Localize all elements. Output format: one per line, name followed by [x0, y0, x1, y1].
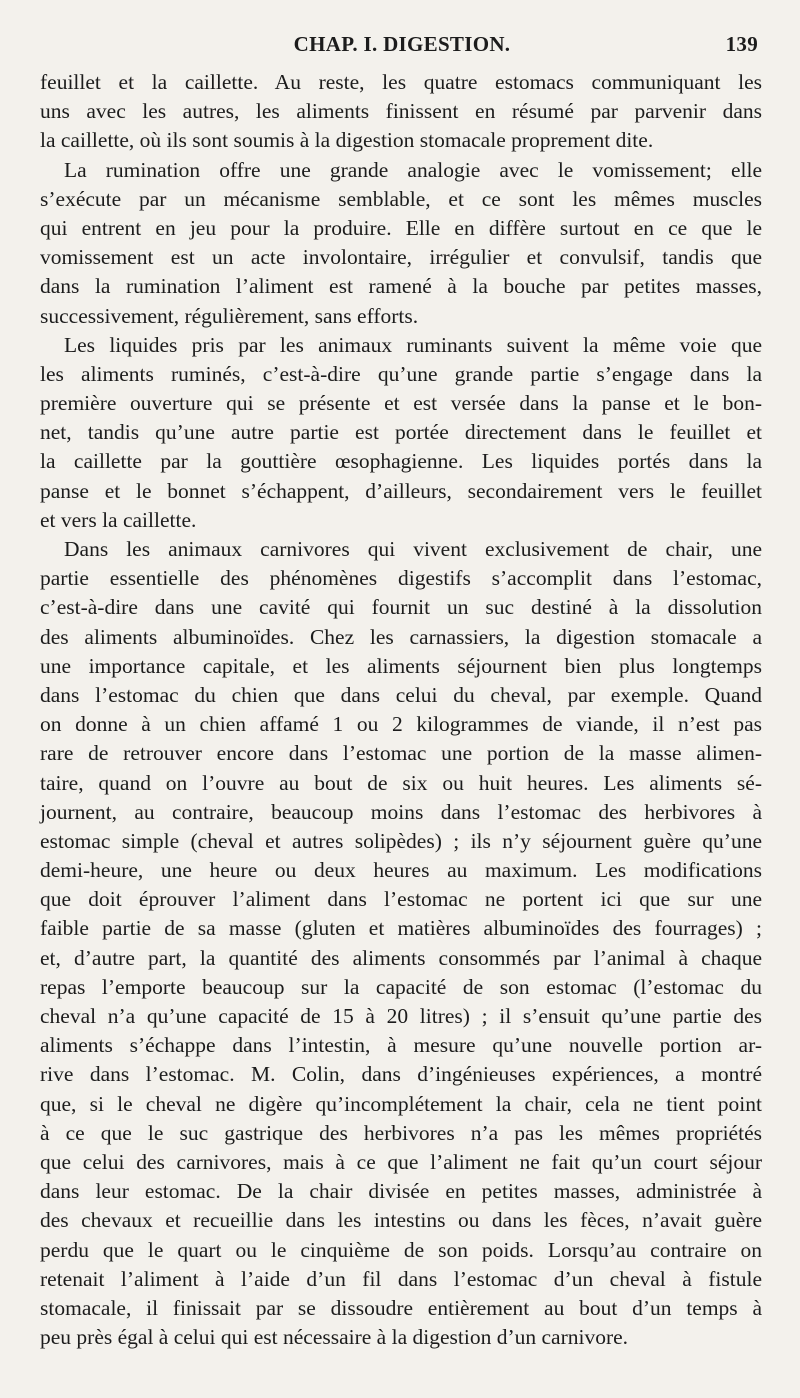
text-line: successivement, régulièrement, sans efforts. [40, 303, 419, 328]
text-line: c’est-à-dire dans une cavité qui fournit un suc destiné à la dissolution [40, 595, 762, 620]
text-line: que celui des carnivores, mais à ce que l’aliment ne fait qu’un court séjour [40, 1149, 762, 1174]
paragraph [40, 68, 762, 156]
text-line: perdu que le quart ou le cinquième de son poids. Lorsqu’au contraire on [40, 1237, 762, 1262]
page-number: 139 [725, 32, 758, 56]
text-line: cheval n’a qu’une capacité de 15 à 20 litres) ; il s’ensuit qu’une partie des [40, 1004, 762, 1028]
text-line: Dans les animaux carnivores qui vivent exclusivement de chair, une [64, 537, 762, 561]
text-line: panse et le bonnet s’échappent, d’ailleurs, secondairement vers le feuillet [40, 478, 762, 503]
text-line: repas l’emporte beaucoup sur la capacité de son estomac (l’estomac du [40, 974, 762, 999]
text-line: feuillet et la caillette. Au reste, les quatre estomacs communiquant les [40, 70, 762, 94]
text-line: stomacale, il finissait par se dissoudre entièrement au bout d’un temps à [40, 1295, 762, 1320]
text-line: La rumination offre une grande analogie avec le vomissement; elle [64, 157, 762, 182]
text-line: aliments s’échappe dans l’intestin, à mesure qu’une nouvelle portion ar- [40, 1033, 762, 1058]
paragraph [40, 331, 762, 535]
text-line: et, d’autre part, la quantité des aliments consommés par l’animal à chaque [40, 945, 762, 970]
body-text [40, 68, 762, 1352]
text-line: net, tandis qu’une autre partie est portée directement dans le feuillet et [40, 420, 762, 445]
text-line: que doit éprouver l’aliment dans l’estomac ne portent ici que sur une [40, 887, 762, 912]
text-line: rive dans l’estomac. M. Colin, dans d’ingénieuses expériences, a montré [40, 1062, 762, 1087]
paragraph [40, 156, 762, 331]
text-line: demi-heure, une heure ou deux heures au maximum. Les modifications [40, 858, 762, 883]
text-line: uns avec les autres, les aliments finissent en résumé par parvenir dans [40, 99, 762, 124]
text-line: que, si le cheval ne digère qu’incomplétement la chair, cela ne tient point [40, 1091, 762, 1116]
text-line: et vers la caillette. [40, 507, 197, 532]
text-line: les aliments ruminés, c’est-à-dire qu’une grande partie s’engage dans la [40, 361, 762, 386]
text-line: la caillette par la gouttière œsophagienne. Les liquides portés dans la [40, 449, 762, 474]
text-line: la caillette, où ils sont soumis à la digestion stomacale proprement dite. [40, 128, 654, 153]
text-line: à ce que le suc gastrique des herbivores n’a pas les mêmes propriétés [40, 1120, 762, 1145]
running-head: CHAP. I. DIGESTION. [293, 32, 511, 56]
text-line: vomissement est un acte involontaire, irrégulier et convulsif, tandis que [40, 245, 762, 270]
paragraph [40, 535, 762, 1352]
text-line: dans leur estomac. De la chair divisée en petites masses, administrée à [40, 1179, 762, 1204]
text-line: des aliments albuminoïdes. Chez les carnassiers, la digestion stomacale a [40, 624, 762, 649]
text-line: première ouverture qui se présente et est versée dans la panse et le bon- [40, 391, 762, 416]
text-line: dans l’estomac du chien que dans celui du cheval, par exemple. Quand [40, 682, 762, 707]
text-line: journent, au contraire, beaucoup moins dans l’estomac des herbivores à [40, 799, 762, 824]
text-line: dans la rumination l’aliment est ramené à la bouche par petites masses, [40, 274, 762, 299]
text-line: peu près égal à celui qui est nécessaire à la digestion d’un carnivore. [40, 1325, 629, 1350]
text-line: des chevaux et recueillie dans les intestins ou dans les fèces, n’avait guère [40, 1208, 762, 1233]
text-line: retenait l’aliment à l’aide d’un fil dans l’estomac d’un cheval à fistule [40, 1266, 762, 1291]
text-line: partie essentielle des phénomènes digestifs s’accomplit dans l’estomac, [40, 566, 762, 591]
text-line: une importance capitale, et les aliments séjournent bien plus longtemps [40, 653, 762, 678]
text-line: Les liquides pris par les animaux ruminants suivent la même voie que [64, 332, 762, 357]
text-line: s’exécute par un mécanisme semblable, et ce sont les mêmes muscles [40, 186, 762, 211]
text-line: estomac simple (cheval et autres solipèdes) ; ils n’y séjournent guère qu’une [40, 828, 762, 853]
text-line: rare de retrouver encore dans l’estomac une portion de la masse alimen- [40, 741, 762, 766]
text-line: qui entrent en jeu pour la produire. Elle en diffère surtout en ce que le [40, 215, 762, 240]
text-line: faible partie de sa masse (gluten et matières albuminoïdes des fourrages) ; [40, 916, 762, 941]
page-header [40, 30, 764, 64]
text-line: on donne à un chien affamé 1 ou 2 kilogrammes de viande, il n’est pas [40, 712, 762, 737]
text-line: taire, quand on l’ouvre au bout de six ou huit heures. Les aliments sé- [40, 770, 762, 795]
